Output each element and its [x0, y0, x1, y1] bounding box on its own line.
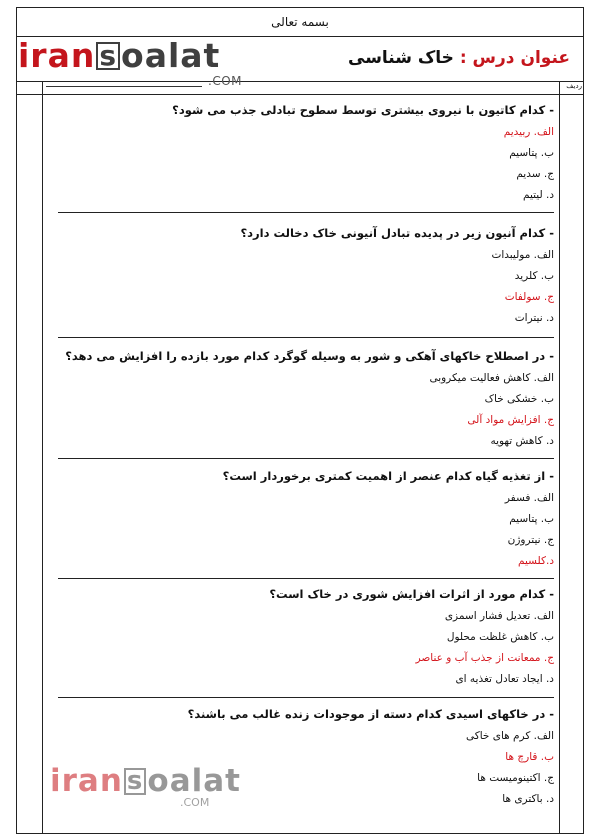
question-separator — [58, 458, 554, 459]
watermark-prefix: iran — [50, 763, 123, 799]
question-text: - کدام مورد از اثرات افزایش شوری در خاک است؟ — [269, 587, 554, 601]
answer-option: الف. کاهش فعالیت میکروبی — [429, 372, 554, 384]
question-block — [58, 347, 554, 452]
answer-option: د. نیترات — [514, 312, 554, 324]
answer-option: الف. مولیبدات — [491, 249, 554, 261]
question-separator — [58, 337, 554, 338]
answer-option: ج. سدیم — [516, 168, 554, 180]
answer-option-correct: الف. ربیدیم — [503, 126, 554, 138]
answer-option-correct: ج. ممعانت از جذب آب و عناصر — [415, 652, 554, 664]
radif-column — [559, 82, 584, 834]
answer-option: ب. پتاسیم — [509, 147, 554, 159]
answer-option-correct: ج. سولفات — [504, 291, 554, 303]
course-label: عنوان درس : — [459, 48, 570, 68]
answer-option: ب. پتاسیم — [509, 513, 554, 525]
answer-option-correct: د.کلسیم — [517, 555, 554, 567]
answer-option: د. کاهش تهویه — [490, 435, 554, 447]
answer-option: الف. تعدیل فشار اسمزی — [444, 610, 554, 622]
watermark-s-letter: s — [124, 768, 146, 795]
answer-option: ب. خشکی خاک — [484, 393, 554, 405]
answer-option: الف. کرم های خاکی — [465, 730, 554, 742]
logo-prefix: iran — [18, 36, 96, 75]
question-text: - در خاکهای اسیدی کدام دسته از موجودات زنده غالب می باشند؟ — [187, 707, 554, 721]
logo-underline — [46, 86, 202, 87]
course-title — [348, 48, 570, 68]
course-name: خاک شناسی — [348, 48, 454, 68]
answer-option: الف. فسفر — [504, 492, 554, 504]
answer-option: ب. کاهش غلظت محلول — [446, 631, 554, 643]
iransoalat-logo — [18, 36, 242, 88]
answer-option-correct: ب. قارچ ها — [505, 751, 554, 763]
watermark-logo — [50, 763, 241, 809]
answer-option-correct: ج. افزایش مواد آلی — [467, 414, 554, 426]
logo-s-letter: s — [96, 42, 120, 70]
left-margin-column — [42, 82, 43, 834]
question-separator — [58, 697, 554, 698]
bismillah-header: بسمه تعالی — [16, 7, 584, 37]
answer-option: د. لیتیم — [522, 189, 554, 201]
watermark-domain: .COM — [180, 796, 210, 809]
logo-suffix: oalat — [121, 36, 221, 75]
radif-label: ردیف — [566, 82, 582, 90]
question-separator — [58, 578, 554, 579]
question-text: - کدام آنیون زیر در پدیده تبادل آنیونی خاک دخالت دارد؟ — [240, 226, 554, 240]
question-block — [58, 101, 554, 206]
watermark-suffix: oalat — [147, 763, 241, 799]
question-separator — [58, 212, 554, 213]
answer-option: ج. نیتروژن — [507, 534, 554, 546]
answer-option: ب. کلرید — [514, 270, 554, 282]
question-text: - کدام کاتیون با نیروی بیشتری توسط سطوح تبادلی جذب می شود؟ — [172, 103, 554, 117]
question-block — [58, 585, 554, 690]
question-block — [58, 224, 554, 329]
answer-option: د. باکتری ها — [502, 793, 554, 805]
question-block — [58, 467, 554, 572]
answer-option: د. ایجاد تعادل تغذیه ای — [455, 673, 554, 685]
answer-option: ج. اکتینومیست ها — [477, 772, 554, 784]
question-text: - در اصطلاح خاکهای آهکی و شور به وسیله گوگرد کدام مورد بازده را افزایش می دهد؟ — [65, 349, 554, 363]
question-text: - از تغذیه گیاه کدام عنصر از اهمیت کمتری برخوردار است؟ — [222, 469, 554, 483]
table-header-line — [16, 94, 584, 95]
logo-domain: .COM — [208, 74, 242, 88]
